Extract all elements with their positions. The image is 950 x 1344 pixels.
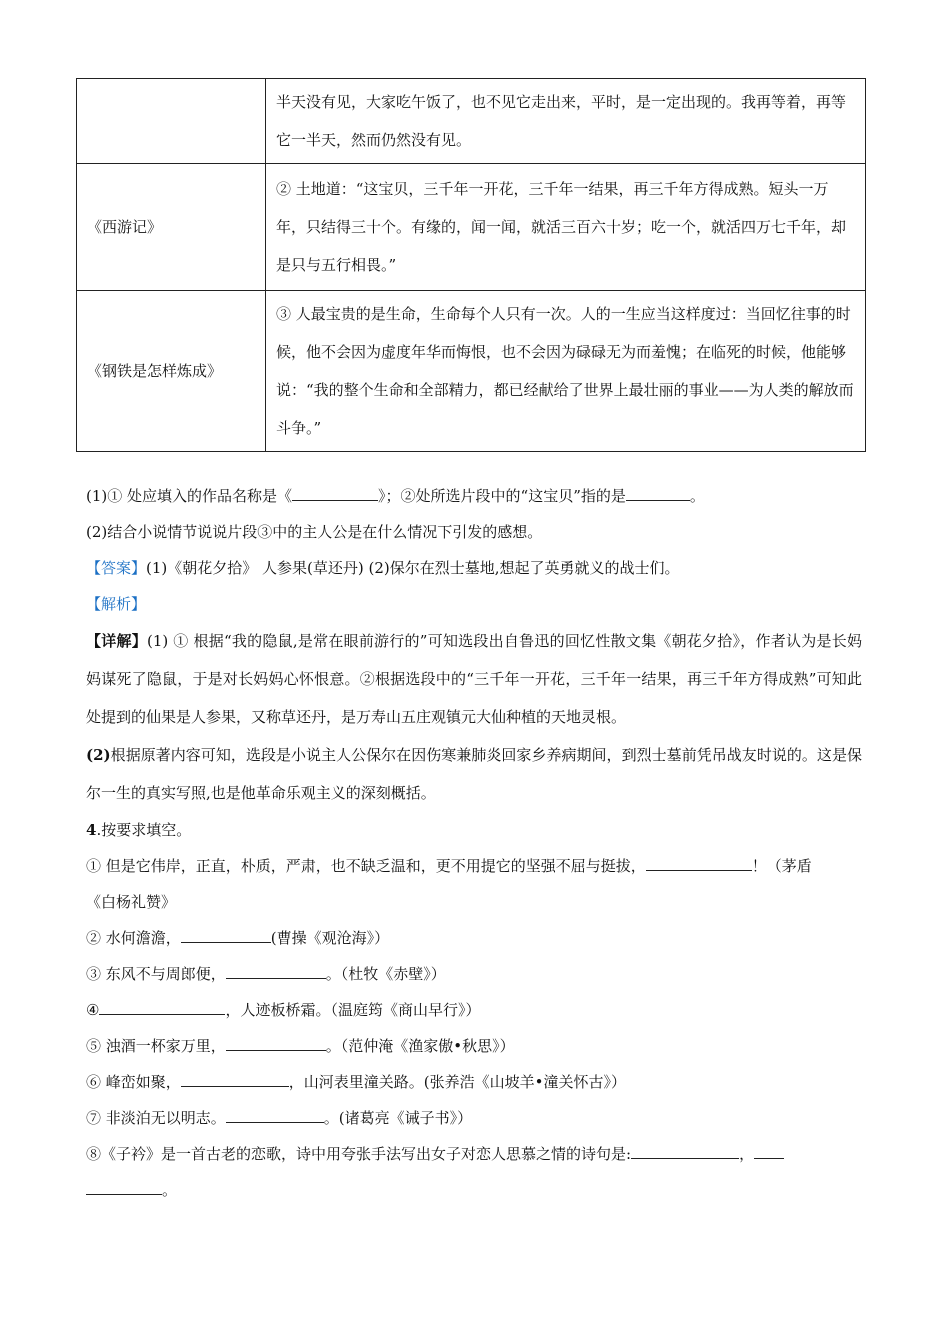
work-title-cell — [77, 79, 266, 164]
question-4-title: 4.按要求填空。 — [86, 821, 192, 839]
fill-item-8: ⑧《子衿》是一首古老的恋歌，诗中用夸张手法写出女子对恋人思慕之情的诗句是: ， — [86, 1136, 862, 1172]
analysis-label: 【解析】 — [86, 595, 147, 613]
excerpt-cell: 半天没有见，大家吃午饭了，也不见它走出来，平时，是一定出现的。我再等着，再等它一半天，然而仍然没有见。 — [266, 79, 866, 164]
fill-item-1: ① 但是它伟岸，正直，朴质，严肃，也不缺乏温和，更不用提它的坚强不屈与挺拔， ！（茅盾 — [86, 848, 862, 884]
answer-blank[interactable] — [181, 924, 271, 943]
excerpt-cell: ③ 人最宝贵的是生命，生命每个人只有一次。人的一生应当这样度过：当回忆往事的时候，他不会因为虚度年华而悔恨，也不会因为碌碌无为而羞愧；在临死的时候，他能够说：“我的整个生命和全部精力，都已经献给了世界上最壮丽的事业——为人类的解放而斗争。” — [266, 291, 866, 452]
answer-blank[interactable] — [754, 1140, 784, 1159]
work-title-cell: 《西游记》 — [77, 164, 266, 291]
works-table — [76, 78, 866, 452]
question-content — [86, 478, 862, 1208]
fill-item-4: ④ ，人迹板桥霜。（温庭筠《商山早行》） — [86, 992, 862, 1028]
answer-blank[interactable] — [631, 1140, 739, 1159]
fill-item-3: ③ 东风不与周郎便， 。（杜牧《赤壁》） — [86, 956, 862, 992]
detail-paragraph-2: (2)根据原著内容可知，选段是小说主人公保尔在因伤寒兼肺炎回家乡养病期间，到烈士墓前凭吊战友时说的。这是保尔一生的真实写照,也是他革命乐观主义的深刻概括。 — [86, 746, 862, 802]
answer-blank[interactable] — [86, 1176, 162, 1195]
answer-blank[interactable] — [226, 1032, 326, 1051]
fill-item-1-source: 《白杨礼赞》 — [86, 893, 177, 911]
answer-blank[interactable] — [626, 482, 690, 501]
question-2: (2)结合小说情节说说片段③中的主人公是在什么情况下引发的感想。 — [86, 523, 543, 541]
question-1: (1)① 处应填入的作品名称是《 》；②处所选片段中的“这宝贝”指的是 。 — [86, 478, 862, 514]
detail-label: 【详解】 — [86, 632, 147, 650]
table-row — [77, 79, 866, 164]
answer-blank[interactable] — [226, 1104, 324, 1123]
answer-blank[interactable] — [292, 482, 378, 501]
table-row — [77, 164, 866, 291]
fill-item-5: ⑤ 浊酒一杯家万里， 。（范仲淹《渔家傲•秋思》） — [86, 1028, 862, 1064]
answer-blank[interactable] — [226, 960, 326, 979]
excerpt-cell: ② 土地道：“这宝贝，三千年一开花，三千年一结果，再三千年方得成熟。短头一万年，只结得三十个。有缘的，闻一闻，就活三百六十岁；吃一个，就活四万七千年，却是只与五行相畏。” — [266, 164, 866, 291]
work-title-cell: 《钢铁是怎样炼成》 — [77, 291, 266, 452]
answer-text: (1)《朝花夕拾》 人参果(草还丹) (2)保尔在烈士墓地,想起了英勇就义的战士们。 — [146, 559, 680, 577]
fill-item-2: ② 水何澹澹， (曹操《观沧海》） — [86, 920, 862, 956]
answer-line — [86, 550, 862, 586]
answer-blank[interactable] — [99, 996, 225, 1015]
answer-label: 【答案】 — [86, 559, 147, 577]
fill-item-7: ⑦ 非淡泊无以明志。 。(诸葛亮《诫子书》） — [86, 1100, 862, 1136]
table-row — [77, 291, 866, 452]
fill-item-6: ⑥ 峰峦如聚， ，山河表里潼关路。(张养浩《山坡羊•潼关怀古》） — [86, 1064, 862, 1100]
detail-paragraph-1: 【详解】(1) ① 根据“我的隐鼠,是常在眼前游行的”可知选段出自鲁迅的回忆性散文集《朝花夕拾》，作者认为是长妈妈谋死了隐鼠，于是对长妈妈心怀恨意。②根据选段中的“三千年一开花，三千年一结果，再三千年方得成熟”可知此处提到的仙果是人参果，又称草还丹，是万寿山五庄观镇元大仙种植的天地灵根。 — [86, 632, 862, 726]
fill-item-8-continued: 。 — [86, 1172, 862, 1208]
answer-blank[interactable] — [646, 852, 752, 871]
answer-blank[interactable] — [181, 1068, 289, 1087]
